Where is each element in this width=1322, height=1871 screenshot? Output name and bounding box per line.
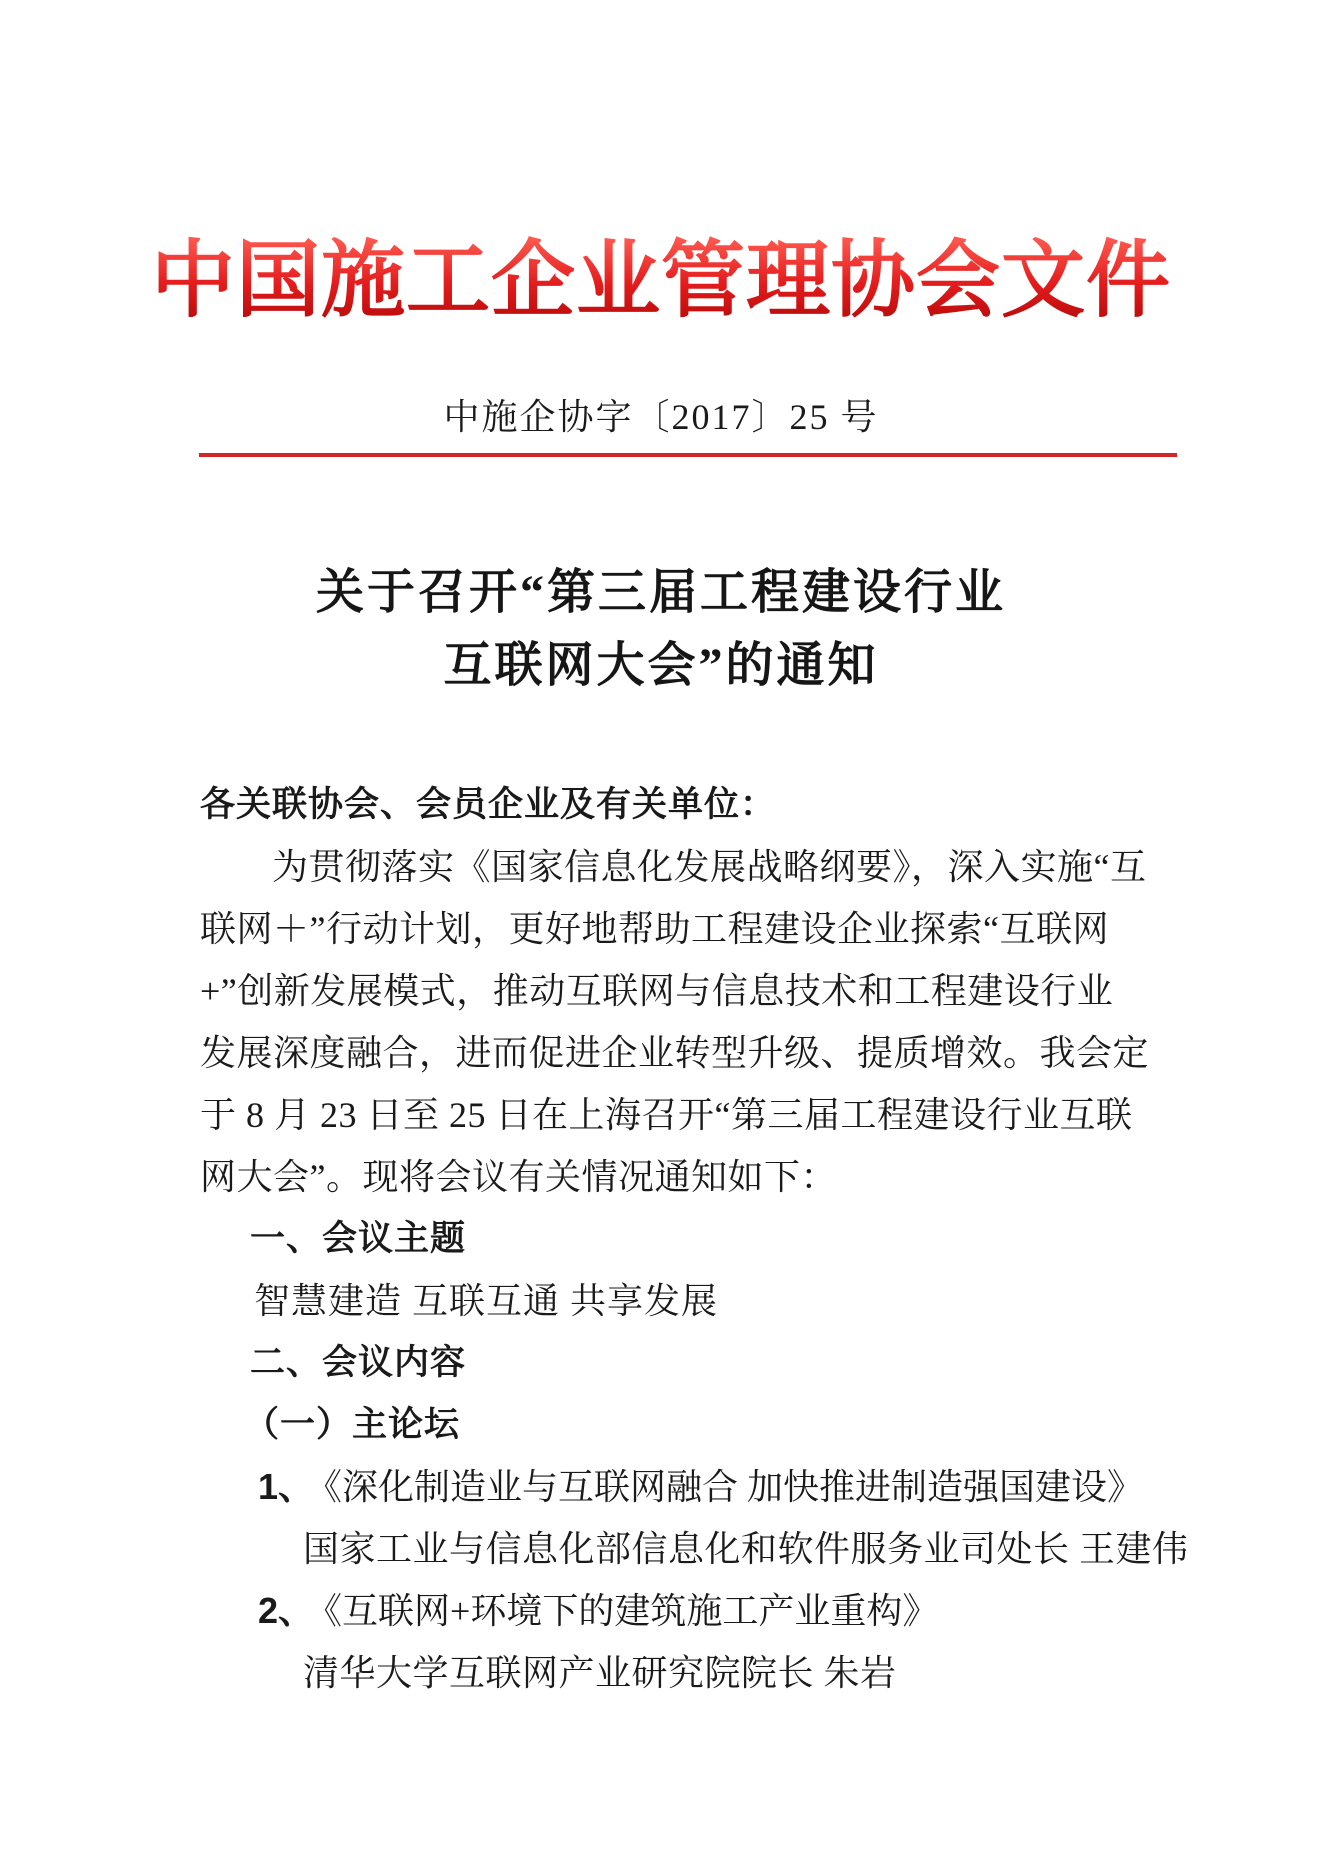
agenda-item-1-speaker: 国家工业与信息化部信息化和软件服务业司处长 王建伟: [303, 1529, 1189, 1569]
agenda-item-1-number: 1、: [258, 1466, 315, 1507]
paragraph-line: 为贯彻落实《国家信息化发展战略纲要》，深入实施“互: [272, 847, 1147, 887]
section-heading-meeting-theme: 一、会议主题: [250, 1219, 467, 1258]
subsection-heading-main-forum: （一）主论坛: [244, 1405, 461, 1444]
agenda-item-2-speaker: 清华大学互联网产业研究院院长 朱岩: [303, 1653, 897, 1693]
notice-title-line1: 关于召开“第三届工程建设行业: [315, 566, 1006, 619]
red-divider-rule: [199, 453, 1177, 457]
meeting-theme-text: 智慧建造 互联互通 共享发展: [254, 1281, 719, 1321]
agenda-item-1: [258, 1456, 1180, 1518]
agenda-item-2-title: 《互联网+环境下的建筑施工产业重构》: [324, 1591, 939, 1631]
agenda-item-2-number: 2、: [258, 1590, 315, 1631]
paragraph-line: 联网＋”行动计划，更好地帮助工程建设企业探索“互联网: [200, 909, 1109, 949]
paragraph-line: 网大会”。现将会议有关情况通知如下：: [200, 1157, 837, 1197]
document-body: [200, 774, 1189, 1704]
paragraph-line: 于 8 月 23 日至 25 日在上海召开“第三届工程建设行业互联: [200, 1095, 1133, 1135]
notice-title: [0, 556, 1322, 702]
notice-title-line2: 互联网大会”的通知: [443, 639, 879, 692]
paragraph-line: +”创新发展模式，推动互联网与信息技术和工程建设行业: [200, 971, 1114, 1011]
salutation-line: 各关联协会、会员企业及有关单位：: [200, 785, 777, 824]
org-masthead-title: 中国施工企业管理协会文件: [0, 236, 1322, 328]
agenda-item-2: [258, 1580, 1180, 1642]
section-heading-meeting-content: 二、会议内容: [250, 1343, 467, 1382]
paragraph-line: 发展深度融合，进而促进企业转型升级、提质增效。我会定: [200, 1033, 1150, 1073]
agenda-item-1-title: 《深化制造业与互联网融合 加快推进制造强国建设》: [324, 1467, 1144, 1507]
document-number: 中施企协字〔2017〕25 号: [443, 397, 879, 437]
